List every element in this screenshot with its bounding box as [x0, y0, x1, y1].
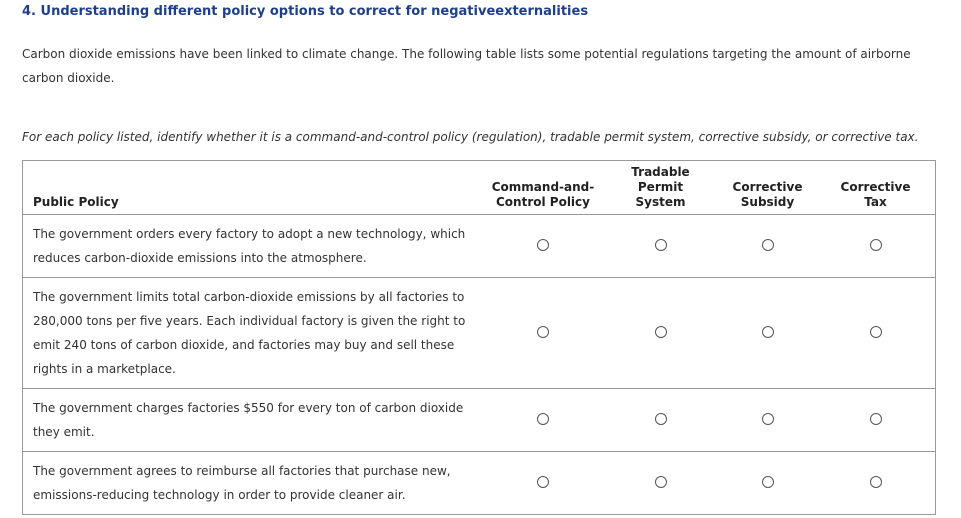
radio-tradable-permit[interactable] [655, 413, 667, 425]
radio-cell [484, 215, 602, 278]
radio-cell [719, 278, 816, 389]
radio-cell [602, 278, 719, 389]
table-row [23, 278, 936, 389]
radio-corrective-tax[interactable] [870, 239, 882, 251]
question-intro: Carbon dioxide emissions have been linked to climate change. The following table lists some potential regulations targeting the amount of airborne carbon dioxide. [22, 47, 911, 85]
radio-cell [719, 389, 816, 452]
radio-command-and-control[interactable] [537, 326, 549, 338]
radio-cell [602, 452, 719, 515]
header-command-and-control [484, 161, 602, 215]
radio-corrective-subsidy[interactable] [762, 476, 774, 488]
header-line: Command-and- [491, 180, 595, 194]
radio-cell [816, 389, 936, 452]
question-instruction: For each policy listed, identify whether it is a command-and-control policy (regulation), tradable permit system, corrective subsidy, or corrective tax. [22, 130, 919, 144]
header-public-policy: Public Policy [23, 161, 485, 215]
header-line: Control Policy [496, 195, 590, 209]
radio-command-and-control[interactable] [537, 239, 549, 251]
radio-corrective-tax[interactable] [870, 326, 882, 338]
radio-cell [719, 215, 816, 278]
radio-corrective-tax[interactable] [870, 476, 882, 488]
header-line: Corrective [732, 180, 803, 194]
radio-command-and-control[interactable] [537, 413, 549, 425]
radio-tradable-permit[interactable] [655, 326, 667, 338]
radio-cell [484, 278, 602, 389]
radio-corrective-subsidy[interactable] [762, 239, 774, 251]
table-header-row [23, 161, 936, 215]
header-line: Corrective [840, 180, 911, 194]
policy-description: The government charges factories $550 for every ton of carbon dioxide they emit. [23, 389, 485, 452]
policy-description: The government orders every factory to adopt a new technology, which reduces carbon-dioxide emissions into the atmosphere. [23, 215, 485, 278]
header-line: System [635, 195, 686, 209]
header-tradable-permit [602, 161, 719, 215]
header-corrective-subsidy [719, 161, 816, 215]
header-line: Tradable [631, 165, 690, 179]
radio-cell [484, 389, 602, 452]
radio-cell [602, 389, 719, 452]
radio-tradable-permit[interactable] [655, 239, 667, 251]
radio-corrective-tax[interactable] [870, 413, 882, 425]
policy-table [22, 160, 936, 515]
table-row [23, 215, 936, 278]
policy-description: The government agrees to reimburse all factories that purchase new, emissions-reducing technology in order to provide cleaner air. [23, 452, 485, 515]
radio-cell [484, 452, 602, 515]
header-line: Permit [637, 180, 684, 194]
radio-cell [816, 452, 936, 515]
radio-tradable-permit[interactable] [655, 476, 667, 488]
table-row [23, 452, 936, 515]
radio-command-and-control[interactable] [537, 476, 549, 488]
policy-description: The government limits total carbon-dioxide emissions by all factories to 280,000 tons per five years. Each individual factory is given the right to emit 240 tons of carbon dioxide, and factories may buy and sell these rights in a marketplace. [23, 278, 485, 389]
header-line: Subsidy [740, 195, 795, 209]
radio-cell [719, 452, 816, 515]
radio-cell [816, 215, 936, 278]
header-line: Tax [864, 195, 887, 209]
radio-cell [816, 278, 936, 389]
header-corrective-tax [816, 161, 936, 215]
radio-corrective-subsidy[interactable] [762, 413, 774, 425]
radio-cell [602, 215, 719, 278]
radio-corrective-subsidy[interactable] [762, 326, 774, 338]
table-row [23, 389, 936, 452]
question-title: 4. Understanding different policy options to correct for negativeexternalities [22, 4, 589, 19]
